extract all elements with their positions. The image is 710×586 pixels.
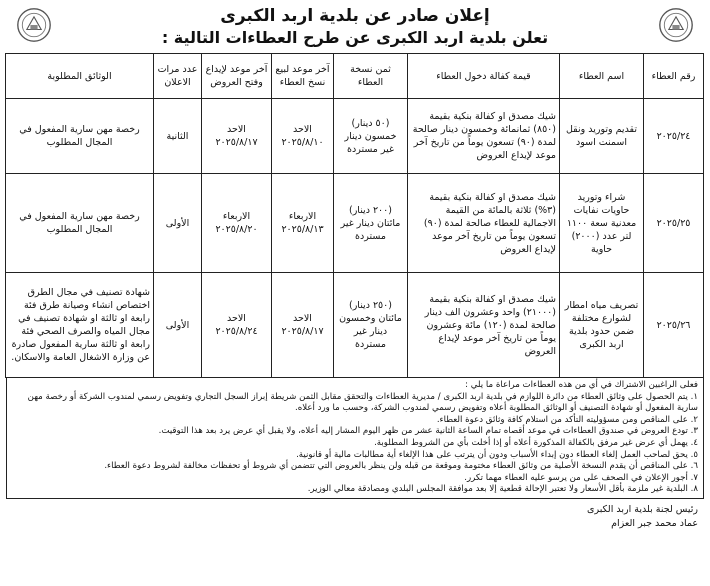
sale-day: الاربعاء (288, 211, 317, 222)
sale-date: ٢٠٢٥/٨/١٣ (281, 224, 324, 235)
tender-name: شراء وتوريد حاويات نفايات معدنية سعة ١١٠٠ لتر عدد (٢٠٠٠) حاوية (560, 174, 644, 273)
tender-number: ٢٠٢٥/٢٦ (644, 273, 704, 378)
tender-ad-count: الثانية (154, 99, 202, 174)
municipality-seal-icon (16, 7, 52, 43)
tender-number: ٢٠٢٥/٢٥ (644, 174, 704, 273)
announcement-title: إعلان صادر عن بلدية اربد الكبرى (220, 6, 490, 26)
terms-item: ٦. على المناقص أن يقدم النسخة الأصلية من وثائق العطاء مختومة وموقعة من قبله ولن ينظر بالعروض التي تتضمن أي شروط أو تحفظات مخالفة لشروط دعوة العطاء. (104, 461, 698, 472)
tender-sale-deadline (272, 273, 334, 378)
signature-name: عماد محمد جبر العزام (611, 517, 698, 529)
tender-name: تقديم وتوريد ونقل اسمنت اسود (560, 99, 644, 174)
tender-opening-deadline (202, 99, 272, 174)
opening-date: ٢٠٢٥/٨/١٧ (215, 137, 258, 148)
tender-opening-deadline (202, 273, 272, 378)
tender-ad-count: الأولى (154, 273, 202, 378)
signature-block (6, 503, 704, 531)
tender-guarantee: شيك مصدق او كفالة بنكية بقيمة (٣%) ثلاثة بالمائة من القيمة الاجمالية للعطاء صالحة لمدة (٩٠) تسعون يوماً من تاريخ آخر موعد لإيداع العروض (408, 174, 560, 273)
tender-required-docs: رخصة مهن سارية المفعول في المجال المطلوب (6, 99, 154, 174)
tender-name: تصريف مياه امطار لشوارع مختلفة ضمن حدود بلدية اربد الكبرى (560, 273, 644, 378)
terms-item: ٤. يهمل أي عرض غير مرفق بالكفالة المذكورة أعلاه أو إذا أخلت بأي من الشروط المطلوبة. (374, 437, 698, 448)
terms-item: ٣. تودع العروض في صندوق العطاءات في موعد أقصاه تمام الساعة الثانية عشر من ظهر اليوم المشار إليه أعلاه، ولا يقبل أي عرض يرد بعد هذا التوقيت. (158, 426, 698, 437)
opening-date: ٢٠٢٥/٨/٢٠ (215, 224, 258, 235)
terms-item: ١. يتم الحصول على وثائق العطاء من دائرة اللوازم في بلدية اربد الكبرى / مديرية العطاءات والتحقق مقابل الثمن شريطة إبراز السجل التجاري وتفويض رسمي لمندوب الشركة أو رخصة مهن سارية المفعول أو شهادة التصنيف أو الوثائق المطلوبة أعلاه وتفويض رسمي لمندوب الشركة، وحسب ما ورد أعلاه. (27, 391, 698, 414)
column-header: عدد مرات الاعلان (154, 54, 202, 99)
column-header: رقم العطاء (644, 54, 704, 99)
tender-sale-deadline (272, 174, 334, 273)
column-header: الوثائق المطلوبة (6, 54, 154, 99)
table-row (6, 273, 704, 378)
column-header: قيمة كفالة دخول العطاء (408, 54, 560, 99)
announcement-header (6, 5, 704, 51)
tender-required-docs: شهادة تصنيف في مجال الطرق اختصاص انشاء وصيانة طرق فئة رابعة او ثالثة او شهادة تصنيف في مجال المياه والصرف الصحي فئة رابعة او ثالثة سارية المفعول صادرة عن وزارة الاشغال العامة والاسكان. (6, 273, 154, 378)
tender-ad-count: الأولى (154, 174, 202, 273)
tender-price: (٢٥٠ دينار) مائتان وخمسون دينار غير مستردة (334, 273, 408, 378)
sale-day: الاحد (293, 313, 312, 324)
table-row (6, 99, 704, 174)
terms-item: ٨. البلدية غير ملزمة بأقل الأسعار ولا تعتبر الإحالة قطعية إلا بعد موافقة المجلس البلدي ومصادقة معالي الوزير. (307, 484, 698, 495)
municipality-seal-icon (658, 7, 694, 43)
opening-day: الاحد (227, 313, 246, 324)
sale-date: ٢٠٢٥/٨/١٧ (281, 326, 324, 337)
signature-title: رئيس لجنة بلدية اربد الكبرى (587, 503, 698, 515)
sale-day: الاحد (293, 124, 312, 135)
terms-item: ٧. أجور الإعلان في الصحف على من يرسو عليه العطاء مهما تكرر. (464, 472, 698, 483)
tender-guarantee: شيك مصدق او كفالة بنكية بقيمة (٨٥٠) ثمانمائة وخمسون دينار صالحة لمدة (٩٠) تسعون يوماً من تاريخ آخر موعد لإيداع العروض (408, 99, 560, 174)
column-header: ثمن نسخة العطاء (334, 54, 408, 99)
column-header: اسم العطاء (560, 54, 644, 99)
tender-terms (6, 378, 704, 499)
tender-sale-deadline (272, 99, 334, 174)
table-header-row (6, 54, 704, 99)
announcement-subtitle: تعلن بلدية اربد الكبرى عن طرح العطاءات التالية : (161, 28, 549, 47)
tenders-table (5, 53, 704, 378)
sale-date: ٢٠٢٥/٨/١٠ (281, 137, 324, 148)
tender-number: ٢٠٢٥/٢٤ (644, 99, 704, 174)
tender-required-docs: رخصة مهن سارية المفعول في المجال المطلوب (6, 174, 154, 273)
opening-day: الاحد (227, 124, 246, 135)
terms-intro: فعلى الراغبين الاشتراك في أي من هذه العطاءات مراعاة ما يلي : (465, 380, 698, 390)
table-row (6, 174, 704, 273)
tender-guarantee: شيك مصدق او كفالة بنكية بقيمة (٢١٠٠٠) واحد وعشرون الف دينار صالحة لمدة (١٢٠) مائة وعشرون يوماً من تاريخ آخر موعد لإيداع العروض (408, 273, 560, 378)
tender-price: (٢٠٠ دينار) مائتان دينار غير مستردة (334, 174, 408, 273)
terms-item: ٥. يحق لصاحب العمل إلغاء العطاء دون إبداء الأسباب ودون أن يترتب على هذا الإلغاء أية مطالبات مالية أو قانونية. (296, 449, 698, 460)
terms-item: ٢. على المناقص ومن مسؤوليته التأكد من استلام كافة وثائق دعوة العطاء. (436, 414, 698, 425)
opening-date: ٢٠٢٥/٨/٢٤ (215, 326, 258, 337)
tender-opening-deadline (202, 174, 272, 273)
column-header: آخر موعد لإيداع وفتح العروض (202, 54, 272, 99)
tender-price: (٥٠ دينار) خمسون دينار غير مستردة (334, 99, 408, 174)
column-header: آخر موعد لبيع نسخ العطاء (272, 54, 334, 99)
opening-day: الاربعاء (222, 211, 251, 222)
